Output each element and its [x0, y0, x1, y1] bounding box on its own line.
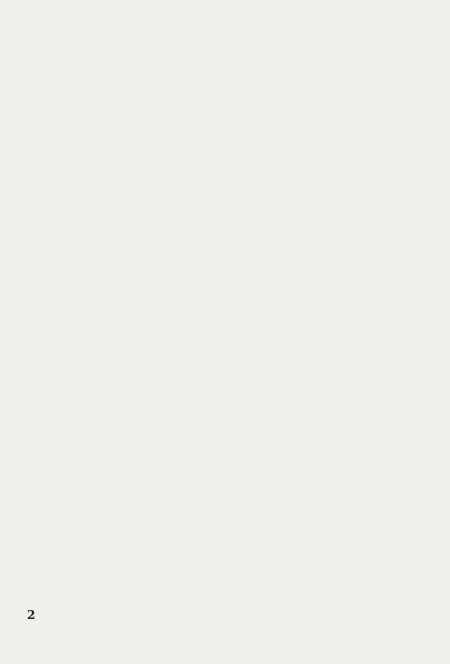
text-line [24, 524, 426, 538]
text-line [24, 566, 426, 580]
text-line [24, 356, 426, 370]
text-line [24, 48, 426, 62]
text-line [24, 496, 426, 510]
text-line [24, 398, 426, 412]
text-line [24, 188, 426, 202]
text-line [24, 272, 426, 286]
text-line [24, 412, 426, 426]
text-line [24, 622, 426, 636]
text-line [24, 510, 426, 524]
text-line [24, 286, 426, 300]
text-line [24, 230, 426, 244]
text-line [24, 300, 426, 314]
text-line [24, 174, 426, 188]
text-line [24, 636, 426, 650]
text-line [24, 314, 426, 328]
text-line [24, 118, 426, 132]
text-line [24, 132, 426, 146]
text-line [24, 580, 426, 594]
text-line [24, 552, 426, 566]
text-line [24, 244, 426, 258]
page-number: 2 [27, 608, 36, 622]
text-line [24, 328, 426, 342]
text-line [24, 454, 426, 468]
text-line [24, 258, 426, 272]
text-line [24, 426, 426, 440]
text-line [24, 482, 426, 496]
text-line [24, 440, 426, 454]
text-line [24, 76, 426, 90]
text-line [24, 594, 426, 608]
text-line [24, 202, 426, 216]
text-line [24, 6, 426, 20]
text-line [24, 34, 426, 48]
text-line [24, 650, 426, 664]
text-line [24, 20, 426, 34]
text-line [24, 342, 426, 356]
text-line [24, 104, 426, 118]
text-line [24, 146, 426, 160]
text-line [24, 384, 426, 398]
text-line [24, 468, 426, 482]
text-line [24, 370, 426, 384]
body-text [24, 6, 426, 664]
text-line [24, 62, 426, 76]
text-line [24, 160, 426, 174]
text-line [24, 216, 426, 230]
text-line [24, 90, 426, 104]
text-line [24, 538, 426, 552]
text-line [24, 608, 426, 622]
